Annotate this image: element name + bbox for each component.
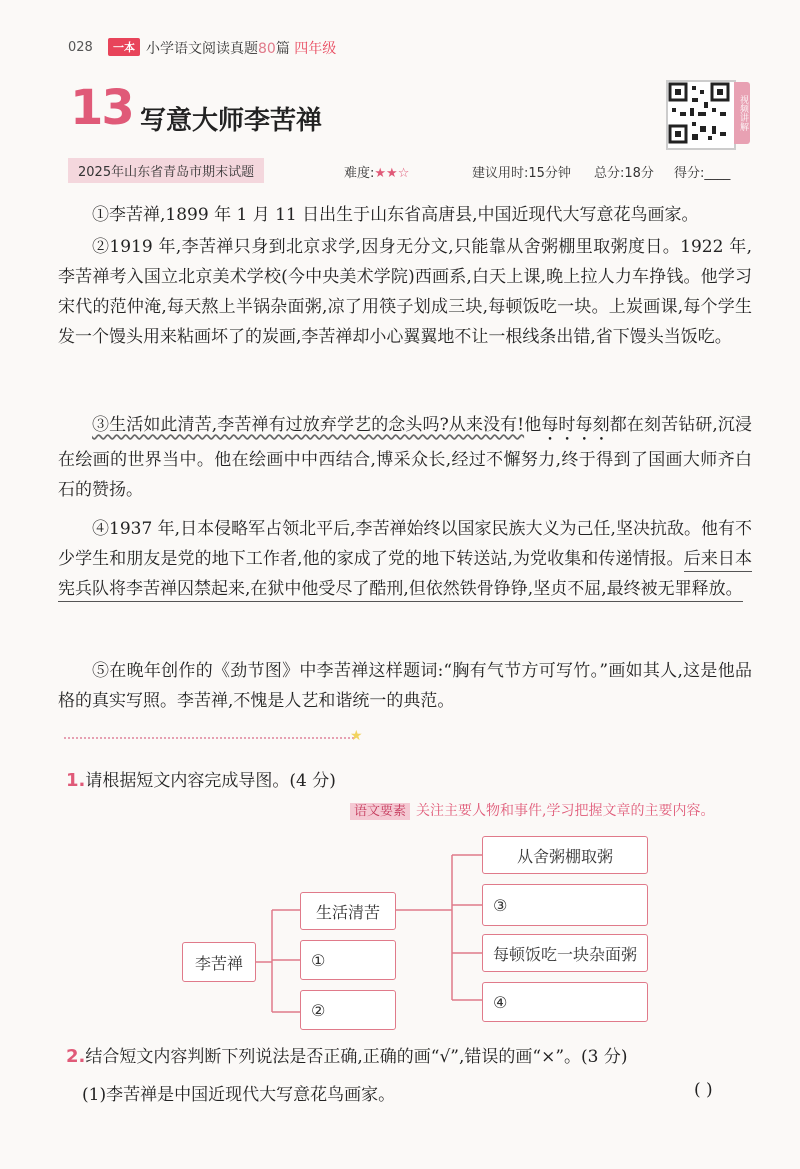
mindmap-leaf-porridge-shed: 从舍粥棚取粥 [482,836,648,874]
exam-source: 2025年山东省青岛市期末试题 [68,158,264,183]
mindmap-root: 李苦禅 [182,942,256,982]
mindmap-blank-2[interactable]: ② [300,990,396,1030]
answer-blank[interactable]: ( ) [694,1080,713,1100]
difficulty-stars: ★★☆ [374,166,410,181]
question-1-text: 请根据短文内容完成导图。(4 分) [85,771,336,791]
question-2-number: 2. [66,1046,86,1067]
question-2 [66,1042,766,1067]
paragraph-3-text-b: 都在刻苦钻研,沉浸在绘画的世界当中。他在绘画中中西结合,博采众长,经过不懈努力,终于得到了国画大师齐白石的赞扬。 [58,415,753,500]
paragraph-4-text: ④1937 年,日本侵略军占领北平后,李苦禅始终以国家民族大义为己任,坚决抗敌。他有不少学生和朋友是党的地下工作者,他的家成了党的地下转送站,为党收集和传递情报。 [58,519,752,569]
mindmap-blank-1[interactable]: ① [300,940,396,980]
series-count: 80 [258,41,276,57]
grade-label: 四年级 [294,41,337,57]
suggested-time: 建议用时:15分钟 [472,166,571,181]
underlined-sentence: 后来日本宪兵队将李苦禅囚禁起来,在狱中他受尽了酷刑,但依然铁骨铮铮,坚贞不屈,最终被无罪释放。 [58,549,752,602]
paragraph-2: ②1919 年,李苦禅只身到北京求学,因身无分文,只能靠从舍粥棚里取粥度日。1922 年,李苦禅考入国立北京美术学校(今中央美术学院)西画系,白天上课,晚上拉人力车挣钱。他学习宋代的范仲淹,每天熬上半锅杂面粥,凉了用筷子划成三块,每顿饭吃一块。上炭画课,每个学生发一个馒头用来粘画坏了的炭画,李苦禅却小心翼翼地不让一根线条出错,省下馒头当饭吃。 [58,237,752,347]
total-score: 总分:18分 [594,166,654,181]
mindmap-branch-life: 生活清苦 [300,892,396,930]
mindmap-blank-3[interactable]: ③ [482,884,648,926]
question-2-item-1: (1)李苦禅是中国近现代大写意花鸟画家。 [82,1085,396,1105]
page-number: 028 [68,40,93,55]
hint-text: 关注主要人物和事件,学习把握文章的主要内容。 [416,803,715,819]
lesson-title: 写意大师李苦禅 [140,106,323,136]
difficulty-label: 难度: [344,166,375,181]
lesson-number: 13 [70,80,133,136]
paragraph-1: ①李苦禅,1899 年 1 月 11 日出生于山东省高唐县,中国近现代大写意花鸟画家。 [92,205,699,225]
wavy-underlined-sentence: ③生活如此清苦,李苦禅有过放弃学艺的念头吗?从来没有! [92,415,525,435]
hint-tag: 语文要素 [350,803,410,820]
score-field[interactable]: 得分:____ [674,166,731,181]
paragraph-5: ⑤在晚年创作的《劲节图》中李苦禅这样题词:“胸有气节方可写竹。”画如其人,这是他品格的真实写照。李苦禅,不愧是人艺和谐统一的典范。 [58,661,752,711]
brand-logo: 一本 [108,38,140,56]
question-1-number: 1. [66,770,86,791]
mindmap-blank-4[interactable]: ④ [482,982,648,1022]
series-suffix: 篇 [275,41,290,57]
star-icon: ★ [350,728,363,744]
mindmap-leaf-porridge-meal: 每顿饭吃一块杂面粥 [482,934,648,972]
dotted-phrase: 每时每刻 [541,415,610,435]
paragraph-3-text-a: 他 [524,415,542,435]
series-prefix: 小学语文阅读真题 [146,41,258,57]
qr-label: 视频讲解 [734,82,750,144]
question-2-text: 结合短文内容判断下列说法是否正确,正确的画“√”,错误的画“×”。(3 分) [85,1047,628,1067]
